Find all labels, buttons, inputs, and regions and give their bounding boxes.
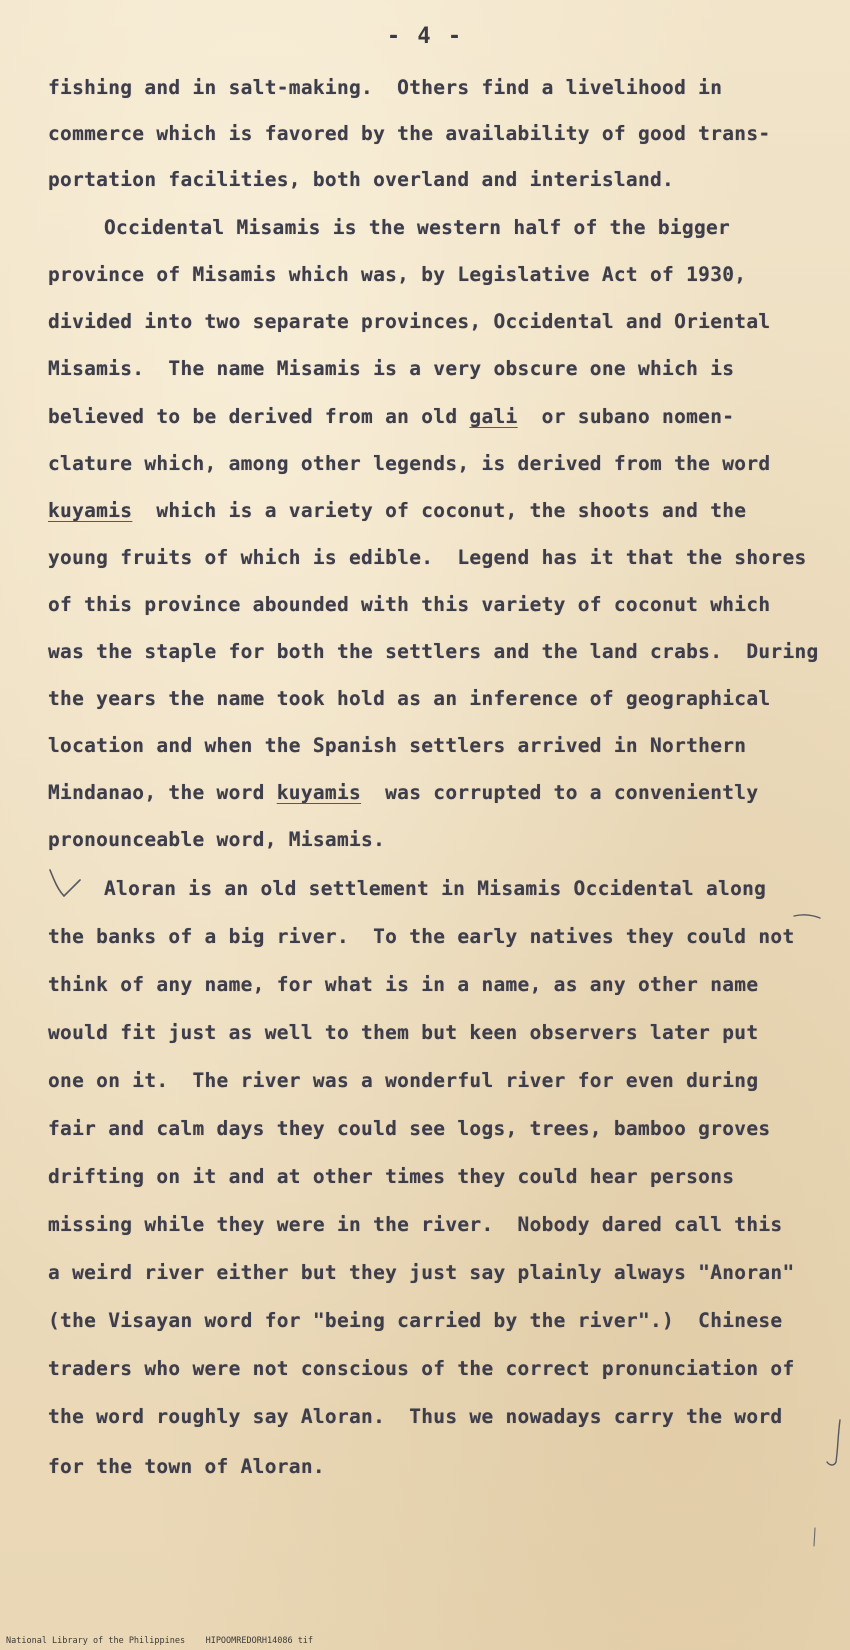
text-line	[48, 496, 746, 526]
text-line: of this province abounded with this variety of coconut which	[48, 593, 771, 616]
text-line: clature which, among other legends, is derived from the word	[48, 452, 771, 475]
text-line: missing while they were in the river. Nobody dared call this	[48, 1213, 783, 1236]
text-line: think of any name, for what is in a name, as any other name	[48, 973, 759, 996]
text-line: divided into two separate provinces, Occidental and Oriental	[48, 310, 771, 333]
text-fragment: which is a variety of coconut, the shoots and the	[132, 499, 747, 522]
underlined-word: gali	[469, 405, 518, 428]
text-fragment: believed to be derived from an old	[48, 405, 470, 428]
text-fragment: or subano nomen-	[517, 405, 735, 428]
text-line: for the town of Aloran.	[48, 1455, 325, 1478]
text-fragment: was corrupted to a conveniently	[361, 781, 759, 804]
underlined-word: kuyamis	[276, 781, 362, 804]
text-line: a weird river either but they just say plainly always "Anoran"	[48, 1261, 795, 1284]
text-line: the word roughly say Aloran. Thus we nowadays carry the word	[48, 1405, 783, 1428]
text-line: (the Visayan word for "being carried by the river".) Chinese	[48, 1309, 783, 1332]
text-line: would fit just as well to them but keen observers later put	[48, 1021, 759, 1044]
underlined-word: kuyamis	[48, 499, 133, 522]
text-line: traders who were not conscious of the correct pronunciation of	[48, 1357, 795, 1380]
text-line	[48, 402, 734, 432]
text-line: was the staple for both the settlers and the land crabs. During	[48, 640, 819, 663]
text-line: location and when the Spanish settlers arrived in Northern	[48, 734, 747, 757]
text-line: Aloran is an old settlement in Misamis Occidental along	[104, 877, 767, 900]
text-line: young fruits of which is edible. Legend has it that the shores	[48, 546, 807, 569]
text-line: Misamis. The name Misamis is a very obscure one which is	[48, 357, 735, 380]
margin-dash-mark	[792, 910, 822, 924]
text-fragment: Mindanao, the word	[48, 781, 277, 804]
scan-source-footer: National Library of the Philippines HIPOOMREDORH14086 tif	[6, 1636, 314, 1646]
text-line: pronounceable word, Misamis.	[48, 828, 386, 851]
text-line: province of Misamis which was, by Legislative Act of 1930,	[48, 263, 747, 286]
handwritten-check-mark	[46, 866, 86, 902]
margin-tick-mark	[808, 1526, 822, 1548]
text-line: the years the name took hold as an inference of geographical	[48, 687, 771, 710]
text-line: the banks of a big river. To the early natives they could not	[48, 925, 795, 948]
text-line: one on it. The river was a wonderful river for even during	[48, 1069, 759, 1092]
text-line: fair and calm days they could see logs, trees, bamboo groves	[48, 1117, 771, 1140]
text-line: commerce which is favored by the availability of good trans-	[48, 122, 771, 145]
text-line: drifting on it and at other times they could hear persons	[48, 1165, 735, 1188]
text-line: fishing and in salt-making. Others find a livelihood in	[48, 76, 723, 99]
page-number: - 4 -	[386, 24, 464, 49]
text-line: Occidental Misamis is the western half of the bigger	[104, 216, 731, 239]
text-line	[48, 778, 758, 808]
margin-bracket-mark	[824, 1418, 846, 1470]
text-line: portation facilities, both overland and interisland.	[48, 168, 675, 191]
